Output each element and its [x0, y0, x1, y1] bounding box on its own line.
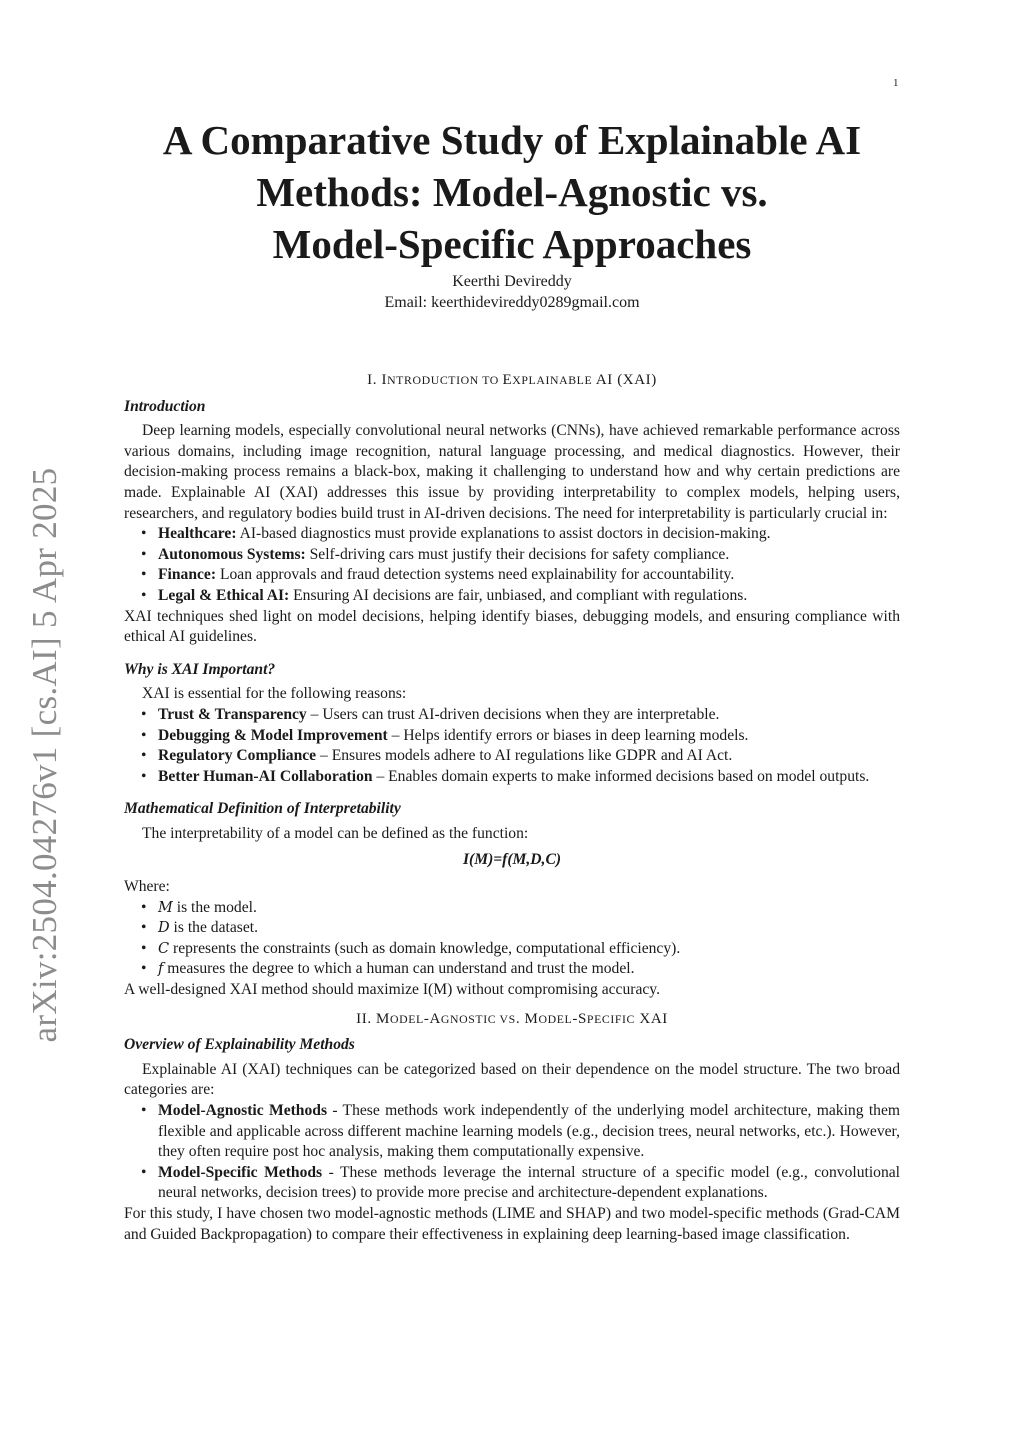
paragraph: Explainable AI (XAI) techniques can be categorized based on their dependence on the model structure. The two broad categories are: — [124, 1060, 900, 1099]
heading-part: ODEL — [389, 1011, 424, 1026]
list-text: Self-driving cars must justify their decisions for safety compliance. — [305, 545, 730, 563]
list-term: Healthcare: — [158, 525, 237, 543]
heading-part: M — [376, 1010, 390, 1027]
bullet-list — [124, 705, 900, 787]
heading-part: TO — [478, 373, 503, 387]
heading-part: A — [429, 1010, 441, 1027]
list-text: Ensuring AI decisions are fair, unbiased, and compliant with regulations. — [289, 586, 748, 604]
list-term: Model-Specific Methods — [158, 1163, 323, 1181]
paragraph: Deep learning models, especially convolutional neural networks (CNNs), have achieved remarkable performance across various domains, including image recognition, natural language processing, and medical diagnostics. However, their decision-making process remains a black-box, making it challenging to understand how and why certain predictions are made. Explainable AI (XAI) addresses this issue by providing interpretability to complex models, helping users, researchers, and regulatory bodies build trust in AI-driven decisions. The need for interpretability is particularly crucial in: — [124, 422, 900, 522]
bullet-list — [124, 524, 900, 606]
author-block — [112, 271, 912, 313]
list-term: Finance: — [158, 566, 217, 584]
subsection-title: Overview of Explainability Methods — [124, 1036, 355, 1054]
heading-part: - — [572, 1010, 578, 1027]
list-item — [158, 959, 900, 980]
list-text: – Enables domain experts to make informed decisions based on model outputs. — [372, 767, 870, 785]
paragraph: XAI is essential for the following reasons: — [142, 685, 407, 703]
heading-part: XAI — [635, 1010, 668, 1027]
list-text: represents the constraints (such as domain knowledge, computational efficiency). — [169, 939, 681, 957]
title-line: A Comparative Study of Explainable AI — [162, 117, 862, 163]
list-text: measures the degree to which a human can understand and trust the model. — [163, 960, 635, 978]
list-term: Trust & Transparency — [158, 705, 307, 723]
list-text: is the dataset. — [169, 919, 258, 937]
heading-part: S — [577, 1010, 587, 1027]
section-heading-2 — [124, 1009, 900, 1030]
list-term: Model-Agnostic Methods — [158, 1102, 328, 1119]
author-name: Keerthi Devireddy — [452, 273, 572, 290]
list-item — [158, 918, 900, 939]
subsection-title: Why is XAI Important? — [124, 660, 276, 678]
paper-body — [124, 370, 900, 1245]
list-text: - These methods work independently of the underlying model architecture, making them flexible and applicable across different machine learning models (e.g., decision trees, neural networks, etc.). However, they often require post hoc analysis, making them computationally expensive. — [158, 1102, 901, 1161]
list-term: Regulatory Compliance — [158, 747, 317, 765]
heading-part: I — [381, 372, 388, 388]
list-text: – Ensures models adhere to AI regulations like GDPR and AI Act. — [316, 747, 733, 765]
equation: I(M)=f(M,D,C) — [462, 851, 562, 869]
list-item — [158, 939, 900, 960]
math-variable: M — [158, 899, 173, 916]
section-number: II. — [356, 1010, 372, 1027]
list-item — [158, 1101, 900, 1163]
list-text: is the model. — [172, 898, 257, 916]
list-text: - These methods leverage the internal structure of a specific model (e.g., convolutional neural networks, decision trees) to provide more precise and architecture-dependent explanations. — [158, 1163, 901, 1202]
list-item — [158, 898, 900, 919]
heading-part: - — [423, 1010, 430, 1027]
heading-part: AI (XAI) — [592, 372, 657, 388]
list-text: AI-based diagnostics must provide explanations to assist doctors in decision-making. — [236, 525, 771, 543]
list-text: Loan approvals and fraud detection systems need explainability for accountability. — [216, 566, 735, 584]
list-item — [158, 1163, 900, 1204]
bullet-list — [124, 898, 900, 980]
title-line: Model-Specific Approaches — [272, 221, 752, 267]
list-item — [158, 586, 900, 607]
list-text: – Helps identify errors or biases in deep learning models. — [387, 726, 749, 744]
heading-part: NTRODUCTION — [387, 373, 479, 387]
bullet-list — [124, 1101, 900, 1204]
heading-part: E — [502, 372, 513, 388]
subsection-title: Introduction — [124, 397, 206, 415]
heading-part: PECIFIC — [586, 1011, 636, 1026]
math-variable: f — [158, 961, 164, 978]
paper-title — [112, 114, 912, 270]
heading-part: ODEL — [538, 1011, 573, 1026]
list-term: Debugging & Model Improvement — [158, 726, 388, 744]
paragraph: Where: — [124, 878, 170, 896]
page-number: 1 — [893, 77, 899, 89]
list-text: – Users can trust AI-driven decisions when they are interpretable. — [306, 705, 720, 723]
list-item — [158, 565, 900, 586]
paragraph: For this study, I have chosen two model-agnostic methods (LIME and SHAP) and two model-specific methods (Grad-CAM and Guided Backpropagation) to compare their effectiveness in explaining deep learning-based image classification. — [124, 1204, 900, 1243]
section-heading-1 — [124, 370, 900, 391]
list-term: Legal & Ethical AI: — [158, 586, 290, 604]
heading-part: . — [515, 1010, 525, 1027]
paragraph: The interpretability of a model can be defined as the function: — [142, 824, 529, 842]
list-item — [158, 746, 900, 767]
list-item — [158, 545, 900, 566]
title-line: Methods: Model-Agnostic vs. — [256, 169, 768, 215]
list-term: Better Human-AI Collaboration — [158, 767, 373, 785]
subsection-title: Mathematical Definition of Interpretability — [124, 800, 401, 818]
list-term: Autonomous Systems: — [158, 545, 306, 563]
heading-part: XPLAINABLE — [512, 373, 593, 387]
list-item — [158, 726, 900, 747]
math-variable: D — [158, 920, 170, 937]
heading-part: M — [524, 1010, 539, 1027]
math-variable: C — [158, 940, 170, 957]
list-item — [158, 705, 900, 726]
section-number: I. — [367, 372, 378, 388]
paragraph: XAI techniques shed light on model decisions, helping identify biases, debugging models, and ensuring compliance with ethical AI guidelines. — [124, 607, 900, 646]
arxiv-stamp: arXiv:2504.04276v1 [cs.AI] 5 Apr 2025 — [25, 467, 64, 1043]
author-email: Email: keerthidevireddy0289gmail.com — [384, 294, 640, 311]
list-item — [158, 524, 900, 545]
paragraph: A well-designed XAI method should maximize I(M) without compromising accuracy. — [124, 981, 660, 999]
heading-part: GNOSTIC VS — [440, 1011, 516, 1026]
list-item — [158, 767, 900, 788]
